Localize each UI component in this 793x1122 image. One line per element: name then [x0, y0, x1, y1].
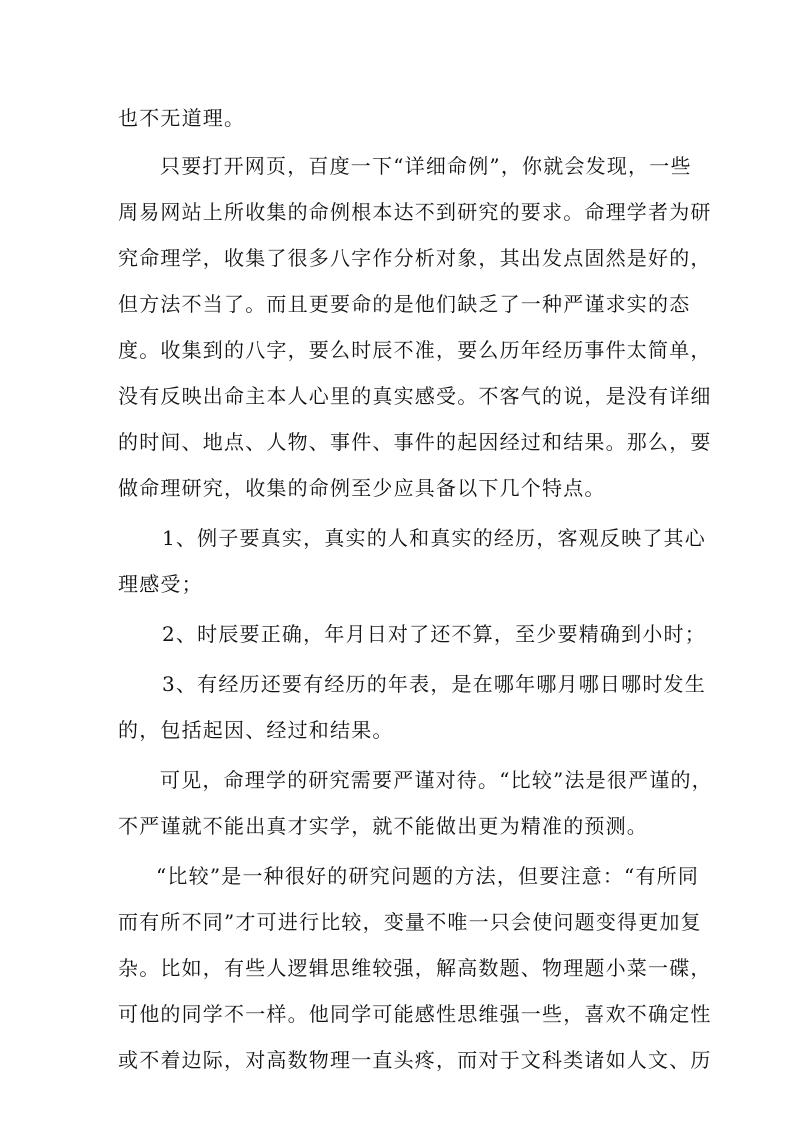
text-line: 的时间、地点、人物、事件、事件的起因经过和结果。那么，要 [118, 430, 712, 454]
text-line: 而有所不同”才可进行比较，变量不唯一只会使问题变得更加复 [118, 910, 702, 934]
text-line: 杂。比如，有些人逻辑思维较强，解高数题、物理题小菜一碟， [118, 956, 712, 980]
text-line: 没有反映出命主本人心里的真实感受。不客气的说，是没有详细 [118, 384, 712, 408]
text-line: 周易网站上所收集的命例根本达不到研究的要求。命理学者为研 [118, 200, 712, 224]
text-line: 可他的同学不一样。他同学可能感性思维强一些，喜欢不确定性 [118, 1002, 712, 1026]
text-line: 2、时辰要正确，年月日对了还不算，至少要精确到小时； [162, 622, 706, 646]
text-line: “比较”是一种很好的研究问题的方法，但要注意：“有所同 [156, 864, 700, 888]
text-line: 也不无道理。 [118, 106, 246, 130]
text-line: 做命理研究，收集的命例至少应具备以下几个特点。 [118, 476, 606, 500]
text-line: 或不着边际，对高数物理一直头疼，而对于文科类诸如人文、历 [118, 1048, 712, 1072]
text-line: 可见，命理学的研究需要严谨对待。“比较”法是很严谨的， [160, 768, 713, 792]
text-line: 究命理学，收集了很多八字作分析对象，其出发点固然是好的， [118, 246, 712, 270]
text-line: 只要打开网页，百度一下“详细命例”，你就会发现，一些 [160, 154, 692, 178]
text-line: 理感受； [118, 572, 203, 596]
text-line: 1、例子要真实，真实的人和真实的经历，客观反映了其心 [162, 526, 706, 550]
text-line: 度。收集到的八字，要么时辰不准，要么历年经历事件太简单， [118, 338, 712, 362]
text-line: 的，包括起因、经过和结果。 [118, 718, 394, 742]
text-line: 3、有经历还要有经历的年表，是在哪年哪月哪日哪时发生 [162, 672, 706, 696]
text-line: 不严谨就不能出真才实学，就不能做出更为精准的预测。 [118, 814, 648, 838]
text-line: 但方法不当了。而且更要命的是他们缺乏了一种严谨求实的态 [118, 292, 691, 316]
